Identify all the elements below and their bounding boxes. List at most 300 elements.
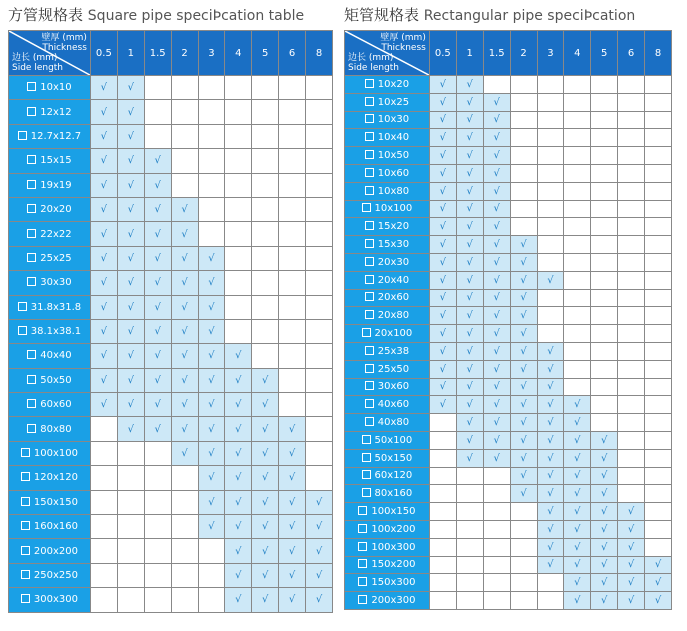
check-cell: √ [483, 325, 510, 343]
table-row [9, 246, 333, 270]
empty-cell [591, 147, 618, 165]
empty-cell [429, 485, 456, 503]
empty-cell [645, 520, 672, 538]
empty-cell [171, 466, 198, 490]
empty-cell [306, 319, 333, 343]
check-cell: √ [117, 295, 144, 319]
size-cell [345, 325, 430, 343]
size-label: 10x40 [377, 132, 410, 144]
table-row [9, 563, 333, 587]
empty-cell [225, 76, 252, 100]
empty-cell [279, 295, 306, 319]
check-cell: √ [618, 556, 645, 574]
square-outline-icon [21, 448, 30, 457]
check-cell: √ [510, 467, 537, 485]
check-cell: √ [144, 222, 171, 246]
check-cell: √ [90, 368, 117, 392]
empty-cell [279, 246, 306, 270]
empty-cell [618, 236, 645, 254]
thickness-label-en: Thickness [42, 43, 87, 53]
size-cell [345, 574, 430, 592]
square-outline-icon [21, 594, 30, 603]
square-header-row [9, 31, 333, 76]
empty-cell [456, 574, 483, 592]
check-cell: √ [537, 556, 564, 574]
size-cell [345, 485, 430, 503]
empty-cell [564, 360, 591, 378]
rect-pipe-title [344, 0, 672, 30]
empty-cell [591, 342, 618, 360]
square-outline-icon [27, 155, 36, 164]
empty-cell [618, 325, 645, 343]
empty-cell [618, 307, 645, 325]
check-cell: √ [510, 325, 537, 343]
empty-cell [252, 319, 279, 343]
table-row [9, 490, 333, 514]
table-row [345, 93, 672, 111]
check-cell: √ [90, 100, 117, 124]
check-cell: √ [537, 396, 564, 414]
check-cell: √ [510, 236, 537, 254]
empty-cell [537, 307, 564, 325]
check-cell: √ [537, 342, 564, 360]
check-cell: √ [564, 449, 591, 467]
size-cell [345, 93, 430, 111]
check-cell: √ [591, 467, 618, 485]
empty-cell [510, 556, 537, 574]
size-label: 20x40 [377, 274, 410, 286]
empty-cell [306, 124, 333, 148]
empty-cell [252, 173, 279, 197]
empty-cell [618, 360, 645, 378]
check-cell: √ [429, 111, 456, 129]
empty-cell [483, 503, 510, 521]
check-cell: √ [429, 218, 456, 236]
size-cell [9, 149, 91, 173]
check-cell: √ [90, 246, 117, 270]
check-cell: √ [591, 449, 618, 467]
empty-cell [645, 111, 672, 129]
empty-cell [483, 485, 510, 503]
empty-cell [618, 218, 645, 236]
empty-cell [510, 76, 537, 94]
size-label: 38.1x38.1 [30, 326, 82, 338]
side-length-axis-label [348, 53, 399, 73]
check-cell: √ [456, 164, 483, 182]
size-label: 100x100 [33, 448, 78, 460]
size-label: 10x10 [40, 82, 72, 94]
empty-cell [645, 76, 672, 94]
size-label: 50x100 [374, 434, 413, 446]
check-cell: √ [198, 368, 225, 392]
size-cell [345, 360, 430, 378]
thickness-column-header: 1 [456, 31, 483, 76]
empty-cell [306, 197, 333, 221]
check-cell: √ [225, 441, 252, 465]
empty-cell [537, 164, 564, 182]
size-label: 60x60 [40, 399, 72, 411]
check-cell: √ [429, 342, 456, 360]
square-outline-icon [27, 253, 36, 262]
table-row [345, 307, 672, 325]
size-cell [345, 76, 430, 94]
check-cell: √ [456, 342, 483, 360]
thickness-column-header: 3 [198, 31, 225, 76]
table-row [345, 253, 672, 271]
check-cell: √ [645, 574, 672, 592]
empty-cell [225, 295, 252, 319]
empty-cell [591, 164, 618, 182]
empty-cell [429, 538, 456, 556]
size-cell [345, 253, 430, 271]
check-cell: √ [306, 539, 333, 563]
empty-cell [564, 378, 591, 396]
rect-pipe-panel [344, 0, 672, 610]
empty-cell [591, 414, 618, 432]
empty-cell [618, 431, 645, 449]
empty-cell [537, 592, 564, 610]
check-cell: √ [252, 466, 279, 490]
check-cell: √ [483, 396, 510, 414]
size-label: 20x30 [377, 256, 410, 268]
check-cell: √ [171, 368, 198, 392]
empty-cell [645, 378, 672, 396]
check-cell: √ [144, 197, 171, 221]
square-outline-icon [365, 364, 374, 373]
check-cell: √ [456, 414, 483, 432]
empty-cell [252, 100, 279, 124]
empty-cell [618, 396, 645, 414]
check-cell: √ [456, 200, 483, 218]
square-title-en: Square pipe speciÞcation table [87, 8, 305, 24]
side-length-label-cn: 边长 (mm) [12, 53, 58, 63]
empty-cell [645, 396, 672, 414]
empty-cell [645, 289, 672, 307]
empty-cell [645, 414, 672, 432]
size-cell [9, 393, 91, 417]
table-row [345, 378, 672, 396]
check-cell: √ [483, 307, 510, 325]
table-row [345, 271, 672, 289]
empty-cell [591, 307, 618, 325]
square-outline-icon [27, 82, 36, 91]
empty-cell [144, 515, 171, 539]
square-outline-icon [365, 79, 374, 88]
table-row [345, 182, 672, 200]
thickness-column-header: 0.5 [429, 31, 456, 76]
empty-cell [306, 393, 333, 417]
empty-cell [279, 124, 306, 148]
empty-cell [618, 467, 645, 485]
table-row [345, 200, 672, 218]
empty-cell [618, 253, 645, 271]
check-cell: √ [117, 76, 144, 100]
square-outline-icon [365, 275, 374, 284]
empty-cell [171, 149, 198, 173]
size-cell [9, 417, 91, 441]
check-cell: √ [645, 556, 672, 574]
empty-cell [537, 182, 564, 200]
check-cell: √ [252, 490, 279, 514]
size-label: 40x80 [377, 417, 410, 429]
size-label: 120x120 [33, 472, 78, 484]
empty-cell [456, 592, 483, 610]
check-cell: √ [90, 76, 117, 100]
empty-cell [198, 100, 225, 124]
empty-cell [306, 173, 333, 197]
check-cell: √ [429, 129, 456, 147]
size-label: 30x30 [40, 277, 72, 289]
thickness-column-header: 0.5 [90, 31, 117, 76]
check-cell: √ [117, 271, 144, 295]
square-outline-icon [362, 435, 371, 444]
check-cell: √ [618, 592, 645, 610]
check-cell: √ [171, 197, 198, 221]
size-label: 50x150 [374, 452, 413, 464]
check-cell: √ [429, 307, 456, 325]
empty-cell [90, 539, 117, 563]
square-outline-icon [27, 399, 36, 408]
check-cell: √ [564, 485, 591, 503]
empty-cell [456, 485, 483, 503]
size-label: 20x60 [377, 292, 410, 304]
table-row [345, 218, 672, 236]
check-cell: √ [510, 253, 537, 271]
thickness-column-header: 6 [279, 31, 306, 76]
check-cell: √ [90, 149, 117, 173]
table-row [345, 325, 672, 343]
table-row [9, 271, 333, 295]
check-cell: √ [483, 414, 510, 432]
check-cell: √ [279, 417, 306, 441]
square-outline-icon [365, 257, 374, 266]
empty-cell [429, 414, 456, 432]
empty-cell [645, 236, 672, 254]
side-length-label-en: Side length [348, 63, 400, 73]
empty-cell [564, 271, 591, 289]
square-outline-icon [362, 453, 371, 462]
check-cell: √ [618, 520, 645, 538]
empty-cell [564, 236, 591, 254]
empty-cell [306, 417, 333, 441]
empty-cell [645, 147, 672, 165]
check-cell: √ [483, 93, 510, 111]
empty-cell [252, 149, 279, 173]
size-label: 25x50 [377, 363, 410, 375]
empty-cell [645, 325, 672, 343]
empty-cell [510, 164, 537, 182]
empty-cell [429, 520, 456, 538]
empty-cell [306, 76, 333, 100]
check-cell: √ [279, 515, 306, 539]
size-cell [345, 396, 430, 414]
side-length-axis-label [12, 53, 63, 73]
square-outline-icon [362, 488, 371, 497]
size-label: 10x20 [377, 78, 410, 90]
check-cell: √ [510, 289, 537, 307]
check-cell: √ [429, 360, 456, 378]
size-cell [345, 164, 430, 182]
check-cell: √ [252, 539, 279, 563]
empty-cell [564, 111, 591, 129]
check-cell: √ [252, 417, 279, 441]
size-cell [345, 129, 430, 147]
table-row [9, 100, 333, 124]
empty-cell [306, 100, 333, 124]
corner-header-cell [9, 31, 91, 76]
check-cell: √ [510, 449, 537, 467]
check-cell: √ [483, 289, 510, 307]
empty-cell [171, 539, 198, 563]
square-outline-icon [365, 417, 374, 426]
empty-cell [483, 76, 510, 94]
empty-cell [198, 149, 225, 173]
empty-cell [591, 253, 618, 271]
empty-cell [90, 441, 117, 465]
empty-cell [618, 271, 645, 289]
empty-cell [510, 218, 537, 236]
check-cell: √ [144, 393, 171, 417]
empty-cell [198, 76, 225, 100]
empty-cell [564, 76, 591, 94]
table-row [345, 289, 672, 307]
size-cell [345, 414, 430, 432]
table-row [345, 574, 672, 592]
thickness-column-header: 8 [645, 31, 672, 76]
empty-cell [144, 563, 171, 587]
empty-cell [225, 100, 252, 124]
size-label: 100x200 [371, 523, 416, 535]
empty-cell [564, 218, 591, 236]
table-row [9, 588, 333, 612]
empty-cell [429, 592, 456, 610]
empty-cell [429, 574, 456, 592]
check-cell: √ [171, 222, 198, 246]
check-cell: √ [90, 197, 117, 221]
size-label: 25x38 [377, 345, 410, 357]
check-cell: √ [456, 236, 483, 254]
square-pipe-panel [8, 0, 333, 613]
size-label: 20x100 [374, 328, 413, 340]
size-cell [9, 441, 91, 465]
thickness-label-en: Thickness [381, 43, 426, 53]
empty-cell [225, 222, 252, 246]
check-cell: √ [306, 563, 333, 587]
check-cell: √ [144, 173, 171, 197]
empty-cell [225, 124, 252, 148]
check-cell: √ [117, 100, 144, 124]
square-outline-icon [21, 497, 30, 506]
check-cell: √ [306, 588, 333, 612]
empty-cell [618, 449, 645, 467]
check-cell: √ [591, 574, 618, 592]
size-cell [9, 588, 91, 612]
check-cell: √ [171, 319, 198, 343]
square-outline-icon [362, 203, 371, 212]
rect-header-row [345, 31, 672, 76]
size-label: 100x150 [371, 506, 416, 518]
check-cell: √ [90, 295, 117, 319]
square-outline-icon [18, 131, 27, 140]
empty-cell [456, 503, 483, 521]
empty-cell [483, 467, 510, 485]
table-row [345, 520, 672, 538]
thickness-label-cn: 壁厚 (mm) [380, 33, 426, 43]
size-cell [9, 222, 91, 246]
empty-cell [144, 539, 171, 563]
size-cell [345, 307, 430, 325]
empty-cell [144, 490, 171, 514]
table-row [9, 76, 333, 100]
check-cell: √ [564, 556, 591, 574]
check-cell: √ [456, 218, 483, 236]
check-cell: √ [225, 563, 252, 587]
check-cell: √ [537, 360, 564, 378]
table-row [9, 319, 333, 343]
thickness-column-header: 1 [117, 31, 144, 76]
rect-pipe-table [344, 30, 672, 610]
empty-cell [198, 173, 225, 197]
size-label: 50x50 [40, 374, 72, 386]
check-cell: √ [117, 393, 144, 417]
table-row [345, 592, 672, 610]
empty-cell [117, 563, 144, 587]
square-outline-icon [21, 472, 30, 481]
empty-cell [645, 360, 672, 378]
empty-cell [591, 200, 618, 218]
empty-cell [537, 218, 564, 236]
empty-cell [537, 200, 564, 218]
empty-cell [429, 467, 456, 485]
size-cell [9, 319, 91, 343]
empty-cell [537, 574, 564, 592]
check-cell: √ [456, 271, 483, 289]
empty-cell [306, 466, 333, 490]
empty-cell [537, 253, 564, 271]
empty-cell [171, 563, 198, 587]
check-cell: √ [618, 574, 645, 592]
empty-cell [144, 466, 171, 490]
check-cell: √ [456, 378, 483, 396]
empty-cell [564, 200, 591, 218]
empty-cell [279, 76, 306, 100]
table-row [345, 503, 672, 521]
square-outline-icon [21, 546, 30, 555]
square-outline-icon [358, 559, 367, 568]
square-outline-icon [27, 107, 36, 116]
table-row [9, 124, 333, 148]
square-outline-icon [365, 381, 374, 390]
table-row [9, 149, 333, 173]
check-cell: √ [483, 449, 510, 467]
empty-cell [144, 124, 171, 148]
check-cell: √ [456, 431, 483, 449]
size-cell [9, 563, 91, 587]
check-cell: √ [456, 76, 483, 94]
empty-cell [618, 200, 645, 218]
check-cell: √ [564, 520, 591, 538]
check-cell: √ [429, 147, 456, 165]
check-cell: √ [90, 319, 117, 343]
check-cell: √ [225, 588, 252, 612]
empty-cell [510, 503, 537, 521]
square-outline-icon [358, 577, 367, 586]
check-cell: √ [117, 344, 144, 368]
rect-title-en: Rectangular pipe speciÞcation [423, 8, 636, 24]
size-cell [345, 111, 430, 129]
empty-cell [306, 368, 333, 392]
empty-cell [456, 538, 483, 556]
